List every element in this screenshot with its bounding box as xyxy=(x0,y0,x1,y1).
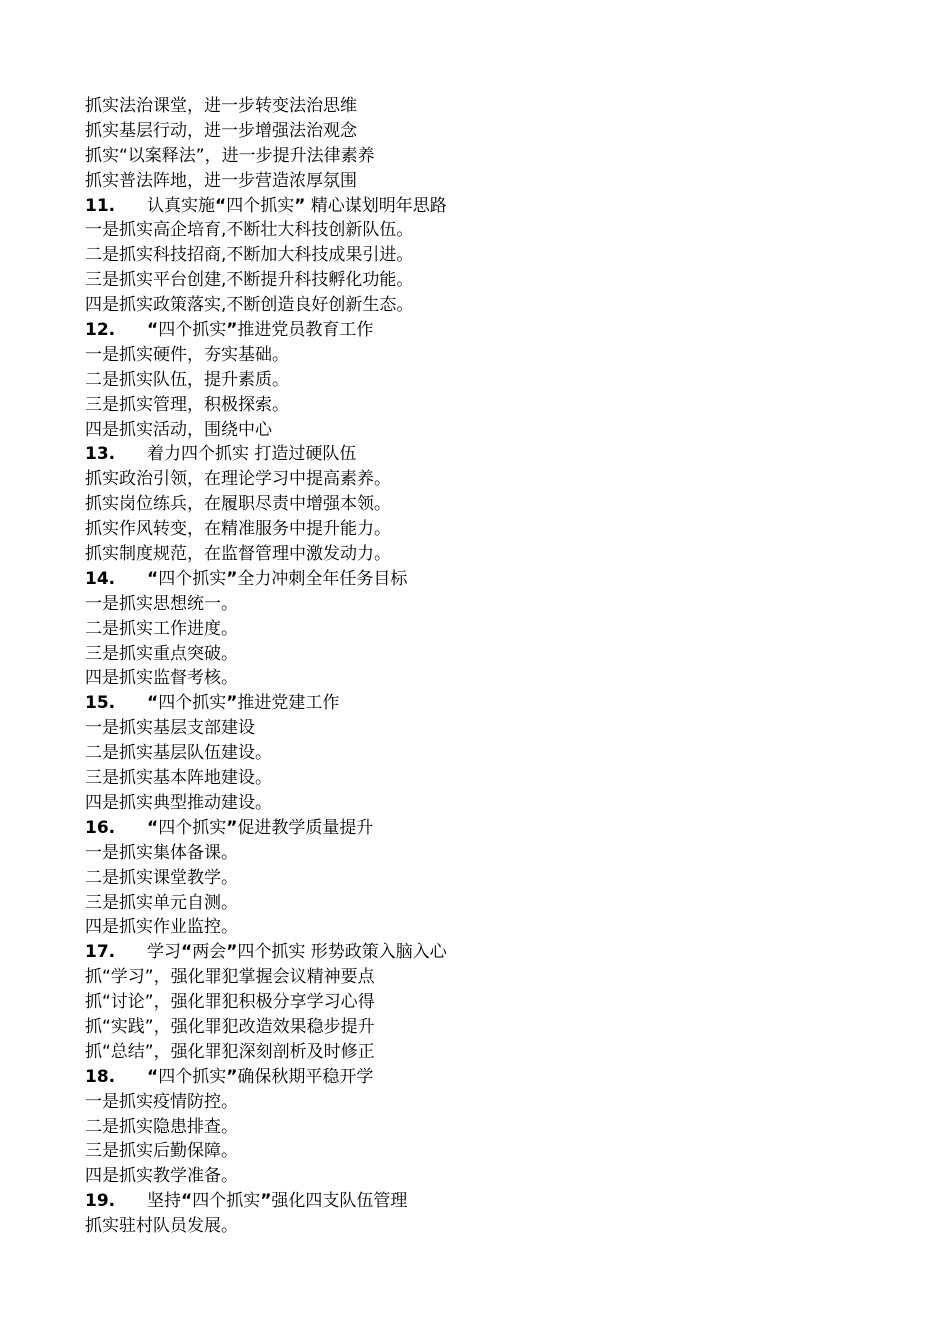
section-heading xyxy=(85,194,905,219)
section-number: 19. xyxy=(85,1191,116,1212)
section-item: 抓“讨论”，强化罪犯积极分享学习心得 xyxy=(85,992,375,1013)
section-number: 15. xyxy=(85,693,116,714)
section-item: 二是抓实课堂教学。 xyxy=(85,867,238,888)
section-title: 坚持“四个抓实”强化四支队伍管理 xyxy=(147,1191,408,1212)
section-number: 14. xyxy=(85,568,116,589)
section-item: 三是抓实单元自测。 xyxy=(85,892,238,913)
section-item: 二是抓实工作进度。 xyxy=(85,618,238,639)
intro-line: 抓实“以案释法”，进一步提升法律素养 xyxy=(85,145,375,166)
section-number: 18. xyxy=(85,1066,116,1087)
section-item: 三是抓实后勤保障。 xyxy=(85,1141,238,1162)
section-block xyxy=(85,1189,905,1239)
intro-line: 抓实法治课堂，进一步转变法治思维 xyxy=(85,96,357,116)
section-item: 一是抓实高企培育,不断壮大科技创新队伍。 xyxy=(85,220,414,241)
section-block xyxy=(85,567,905,691)
section-item: 抓实作风转变，在精准服务中提升能力。 xyxy=(85,519,391,540)
section-block xyxy=(85,318,905,442)
section-heading xyxy=(85,1189,905,1214)
section-item: 抓“总结”，强化罪犯深刻剖析及时修正 xyxy=(85,1041,375,1062)
section-title: “四个抓实”全力冲刺全年任务目标 xyxy=(147,568,408,589)
section-heading xyxy=(85,691,905,716)
section-item: 三是抓实重点突破。 xyxy=(85,643,238,664)
section-item: 四是抓实政策落实,不断创造良好创新生态。 xyxy=(85,295,414,316)
section-block xyxy=(85,691,905,815)
section-heading xyxy=(85,1065,905,1090)
section-item: 四是抓实作业监控。 xyxy=(85,917,238,938)
section-item: 抓实制度规范，在监督管理中激发动力。 xyxy=(85,544,391,565)
section-item: 三是抓实基本阵地建设。 xyxy=(85,768,272,789)
section-item: 四是抓实活动，围绕中心 xyxy=(85,419,272,440)
section-item: 一是抓实基层支部建设 xyxy=(85,718,255,739)
document-page xyxy=(85,94,905,1239)
section-title: 着力四个抓实 打造过硬队伍 xyxy=(147,444,357,465)
section-item: 四是抓实教学准备。 xyxy=(85,1166,238,1187)
section-item: 一是抓实思想统一。 xyxy=(85,593,238,614)
section-item: 抓实政治引领，在理论学习中提高素养。 xyxy=(85,469,391,490)
intro-line: 抓实基层行动，进一步增强法治观念 xyxy=(85,120,357,141)
section-item: 四是抓实典型推动建设。 xyxy=(85,792,272,813)
section-block xyxy=(85,940,905,1064)
section-title: 认真实施“四个抓实” 精心谋划明年思路 xyxy=(147,195,447,216)
section-list xyxy=(85,194,905,1239)
section-item: 抓实驻村队员发展。 xyxy=(85,1216,238,1237)
section-heading xyxy=(85,318,905,343)
section-title: 学习“两会”四个抓实 形势政策入脑入心 xyxy=(147,942,447,963)
section-item: 三是抓实管理，积极探索。 xyxy=(85,394,289,415)
section-block xyxy=(85,1065,905,1189)
section-title: “四个抓实”确保秋期平稳开学 xyxy=(147,1066,374,1087)
section-heading xyxy=(85,816,905,841)
section-block xyxy=(85,194,905,318)
section-item: 二是抓实队伍，提升素质。 xyxy=(85,369,289,390)
section-item: 抓实岗位练兵，在履职尽责中增强本领。 xyxy=(85,494,391,515)
section-title: “四个抓实”推进党员教育工作 xyxy=(147,320,374,341)
section-item: 抓“学习”，强化罪犯掌握会议精神要点 xyxy=(85,967,375,988)
intro-line: 抓实普法阵地，进一步营造浓厚氛围 xyxy=(85,170,357,191)
section-item: 一是抓实硬件，夯实基础。 xyxy=(85,344,289,365)
section-number: 17. xyxy=(85,942,116,963)
section-item: 二是抓实科技招商,不断加大科技成果引进。 xyxy=(85,245,414,266)
intro-list xyxy=(85,94,905,194)
section-title: “四个抓实”促进教学质量提升 xyxy=(147,817,374,838)
section-heading xyxy=(85,442,905,467)
section-item: 二是抓实基层队伍建设。 xyxy=(85,743,272,764)
section-number: 12. xyxy=(85,320,116,341)
section-item: 一是抓实集体备课。 xyxy=(85,842,238,863)
section-item: 四是抓实监督考核。 xyxy=(85,668,238,689)
section-heading xyxy=(85,940,905,965)
section-heading xyxy=(85,567,905,592)
section-number: 11. xyxy=(85,195,116,216)
section-block xyxy=(85,442,905,566)
section-number: 16. xyxy=(85,817,116,838)
section-item: 一是抓实疫情防控。 xyxy=(85,1091,238,1112)
section-title: “四个抓实”推进党建工作 xyxy=(147,693,340,714)
section-number: 13. xyxy=(85,444,116,465)
section-item: 二是抓实隐患排查。 xyxy=(85,1116,238,1137)
section-item: 三是抓实平台创建,不断提升科技孵化功能。 xyxy=(85,270,414,291)
section-item: 抓“实践”，强化罪犯改造效果稳步提升 xyxy=(85,1016,375,1037)
section-block xyxy=(85,816,905,940)
